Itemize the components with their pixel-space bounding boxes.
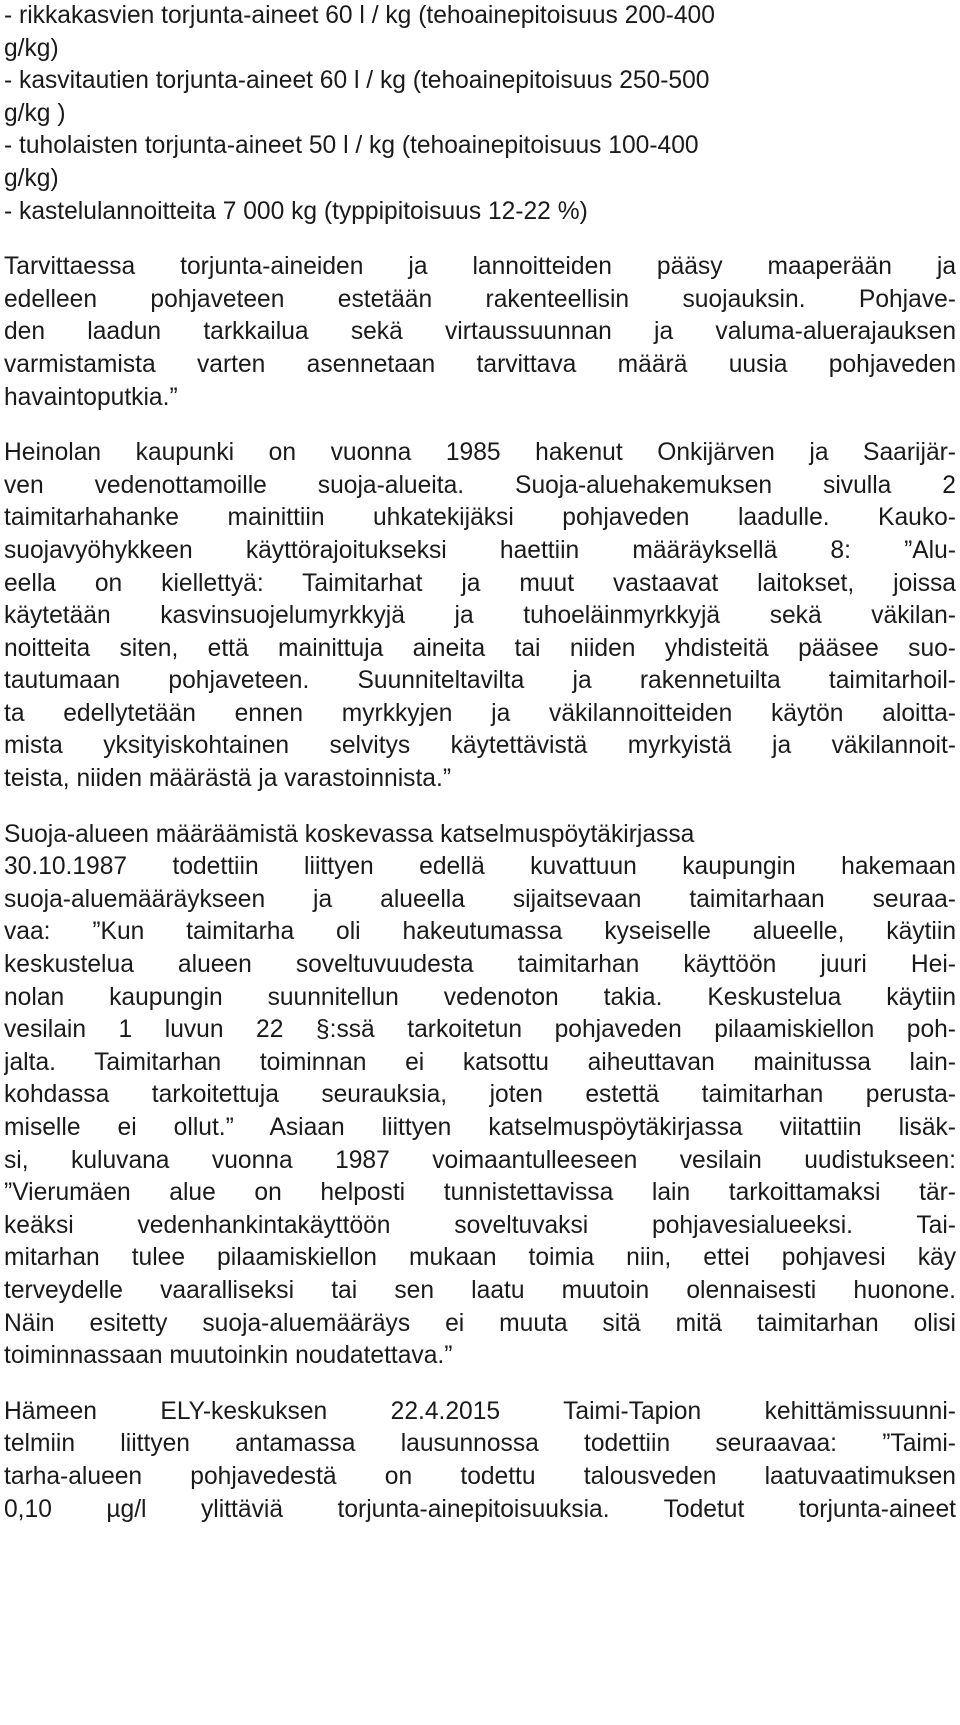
paragraph-line: ”Vierumäen alue on helposti tunnistettavissa lain tarkoittamaksi tär- bbox=[4, 1179, 956, 1207]
paragraph-line: miselle ei ollut.” Asiaan liittyen katselmuspöytäkirjassa viitattiin lisäk- bbox=[4, 1114, 956, 1141]
paragraph-line: käytetään kasvinsuojelumyrkkyjä ja tuhoeläinmyrkkyjä sekä väkilan- bbox=[4, 602, 956, 630]
paragraph-line: keskustelua alueen soveltuvuudesta taimitarhan käyttöön juuri Hei- bbox=[4, 951, 956, 979]
paragraph-line: ta edellytetään ennen myrkkyjen ja väkilannoitteiden käytön aloitta- bbox=[4, 699, 956, 727]
paragraph-line: toiminnassaan muutoinkin noudatettava.” bbox=[4, 1342, 453, 1370]
paragraph-line: Suoja-alueen määräämistä koskevassa katselmuspöytäkirjassa bbox=[4, 820, 695, 848]
list-item-line: - kasvitautien torjunta-aineet 60 l / kg (tehoainepitoisuus 250-500 bbox=[4, 67, 710, 95]
paragraph-line: Tarvittaessa torjunta-aineiden ja lannoitteiden pääsy maaperään ja bbox=[4, 253, 956, 281]
paragraph bbox=[4, 251, 956, 414]
paragraph-line: tarha-alueen pohjavedestä on todettu talousveden laatuvaatimuksen bbox=[4, 1462, 956, 1490]
pesticide-list bbox=[4, 0, 956, 228]
list-item-line: - rikkakasvien torjunta-aineet 60 l / kg (tehoainepitoisuus 200-400 bbox=[4, 2, 715, 29]
list-item-line: - kastelulannoitteita 7 000 kg (typpipitoisuus 12-22 %) bbox=[4, 197, 588, 225]
paragraph-line: telmiin liittyen antamassa lausunnossa todettiin seuraavaa: ”Taimi- bbox=[4, 1430, 956, 1458]
paragraph-line: ven vedenottamoille suoja-alueita. Suoja-aluehakemuksen sivulla 2 bbox=[4, 471, 956, 499]
paragraph-line: eella on kiellettyä: Taimitarhat ja muut vastaavat laitokset, joissa bbox=[4, 569, 956, 597]
paragraph-line: vaa: ”Kun taimitarha oli hakeutumassa kyseiselle alueelle, käytiin bbox=[4, 918, 956, 946]
paragraph-line: Hämeen ELY-keskuksen 22.4.2015 Taimi-Tapion kehittämissuunni- bbox=[4, 1397, 956, 1425]
paragraph-line: 30.10.1987 todettiin liittyen edellä kuvattuun kaupungin hakemaan bbox=[4, 853, 956, 881]
paragraph-line: varmistamista varten asennetaan tarvittava määrä uusia pohjaveden bbox=[4, 350, 956, 378]
paragraph-line: vesilain 1 luvun 22 §:ssä tarkoitetun pohjaveden pilaamiskiellon poh- bbox=[4, 1016, 956, 1044]
list-item-line: - tuholaisten torjunta-aineet 50 l / kg (tehoainepitoisuus 100-400 bbox=[4, 132, 699, 160]
paragraph-line: keäksi vedenhankintakäyttöön soveltuvaksi pohjavesialueeksi. Tai- bbox=[4, 1211, 956, 1239]
paragraph-line: edelleen pohjaveteen estetään rakenteellisin suojauksin. Pohjave- bbox=[4, 285, 956, 313]
paragraph-line: noitteita siten, että mainittuja aineita tai niiden yhdisteitä pääsee suo- bbox=[4, 634, 956, 662]
paragraph-line: suojavyöhykkeen käyttörajoitukseksi haettiin määräyksellä 8: ”Alu- bbox=[4, 536, 956, 564]
paragraph bbox=[4, 819, 956, 1373]
paragraph-line: 0,10 µg/l ylittäviä torjunta-ainepitoisuuksia. Todetut torjunta-aineet bbox=[4, 1495, 956, 1523]
list-item bbox=[4, 196, 956, 229]
paragraph-line: si, kuluvana vuonna 1987 voimaantulleeseen vesilain uudistukseen: bbox=[4, 1146, 956, 1174]
paragraph-line: taimitarhahanke mainittiin uhkatekijäksi pohjaveden laadulle. Kauko- bbox=[4, 504, 956, 532]
list-item bbox=[4, 130, 956, 195]
paragraph bbox=[4, 437, 956, 796]
paragraph-line: suoja-aluemääräykseen ja alueella sijaitsevaan taimitarhaan seuraa- bbox=[4, 885, 956, 913]
paragraph bbox=[4, 1396, 956, 1526]
paragraph-line: Heinolan kaupunki on vuonna 1985 hakenut Onkijärven ja Saarijär- bbox=[4, 439, 956, 467]
paragraph-line: teista, niiden määrästä ja varastoinnista.” bbox=[4, 765, 452, 793]
paragraph-line: terveydelle vaaralliseksi tai sen laatu muutoin olennaisesti huonone. bbox=[4, 1276, 956, 1304]
list-item-line: g/kg ) bbox=[4, 99, 66, 127]
paragraph-line: mista yksityiskohtainen selvitys käytettävistä myrkyistä ja väkilannoit- bbox=[4, 732, 956, 760]
document-page bbox=[4, 0, 956, 1526]
list-item bbox=[4, 65, 956, 130]
paragraph-line: tautumaan pohjaveteen. Suunniteltavilta ja rakennetuilta taimitarhoil- bbox=[4, 667, 956, 695]
list-item-line: g/kg) bbox=[4, 34, 59, 62]
paragraph-line: havaintoputkia.” bbox=[4, 383, 178, 411]
paragraph-line: mitarhan tulee pilaamiskiellon mukaan toimia niin, ettei pohjavesi käy bbox=[4, 1244, 956, 1272]
paragraph-line: den laadun tarkkailua sekä virtaussuunnan ja valuma-aluerajauksen bbox=[4, 318, 956, 346]
paragraph-line: jalta. Taimitarhan toiminnan ei katsottu aiheuttavan mainitussa lain- bbox=[4, 1048, 956, 1076]
paragraph-line: kohdassa tarkoitettuja seurauksia, joten estettä taimitarhan perusta- bbox=[4, 1081, 956, 1109]
list-item-line: g/kg) bbox=[4, 164, 59, 192]
paragraph-line: Näin esitetty suoja-aluemääräys ei muuta sitä mitä taimitarhan olisi bbox=[4, 1309, 956, 1337]
paragraph-line: nolan kaupungin suunnitellun vedenoton takia. Keskustelua käytiin bbox=[4, 983, 956, 1011]
list-item bbox=[4, 0, 956, 65]
